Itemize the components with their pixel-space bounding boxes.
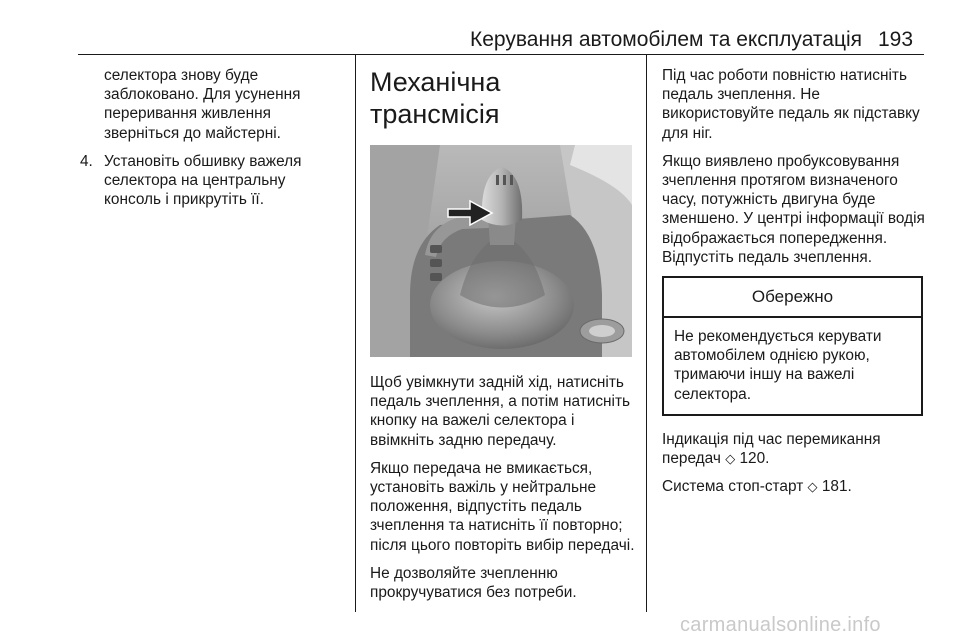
page-reference-icon: ◇ [807,479,818,495]
paragraph-clutch-slip: Не дозволяйте зчепленню прокручуватися без потреби. [370,564,577,602]
column-divider-left [355,54,356,612]
cross-reference-stop-start [662,477,927,496]
reference-text: Індикація під час перемикання передач [662,430,881,468]
column-divider-right [646,54,647,612]
reference-page[interactable]: 181. [821,478,852,496]
reference-text: Система стоп-старт [662,478,804,496]
column-middle [370,66,636,611]
section-title: Механічна трансмісія [370,67,501,129]
continuation-text: селектора знову буде заблоковано. Для усунення переривання живлення зверніться до майстерні. [104,67,301,142]
paragraph-gear-not-engaging: Якщо передача не вмикається, установіть важіль у нейтральне положення, відпустіть педаль зчеплення та натисніть її повторно; після цього повторіть вибір передачі. [370,459,635,554]
column-right [662,66,927,505]
header-divider [78,54,924,55]
step-text: Установіть обшивку важеля селектора на центральну консоль і прикрутіть її. [104,152,302,209]
header-title: Керування автомобілем та експлуатація [470,28,863,51]
gear-shift-photo [370,145,632,357]
paragraph-clutch-slip-warning: Якщо виявлено пробуксовування зчеплення протягом визначеного часу, потужність двигуна буде зменшено. У центрі інформації водія відображається попередження. Відпустіть педаль зчеплення. [662,152,925,266]
watermark: carmanualsonline.info [680,614,881,636]
paragraph-reverse-gear: Щоб увімкнути задній хід, натисніть педаль зчеплення, а потім натисніть кнопку на важелі селектора і ввімкніть задню передачу. [370,374,631,449]
step-number: 4. [80,152,93,170]
page-reference-icon: ◇ [725,451,736,467]
column-left [80,66,342,209]
warning-box [662,276,923,416]
step-item [80,152,342,210]
page-number: 193 [878,28,914,51]
warning-text: Не рекомендується керувати автомобілем однією рукою, тримаючи іншу на важелі селектора. [674,328,882,403]
cross-reference-shift-indicator [662,430,927,468]
reference-page[interactable]: 120. [739,450,770,468]
paragraph-clutch-pedal: Під час роботи повністю натисніть педаль зчеплення. Не використовуйте педаль як підставку для ніг. [662,67,920,142]
warning-title: Обережно [664,278,921,318]
